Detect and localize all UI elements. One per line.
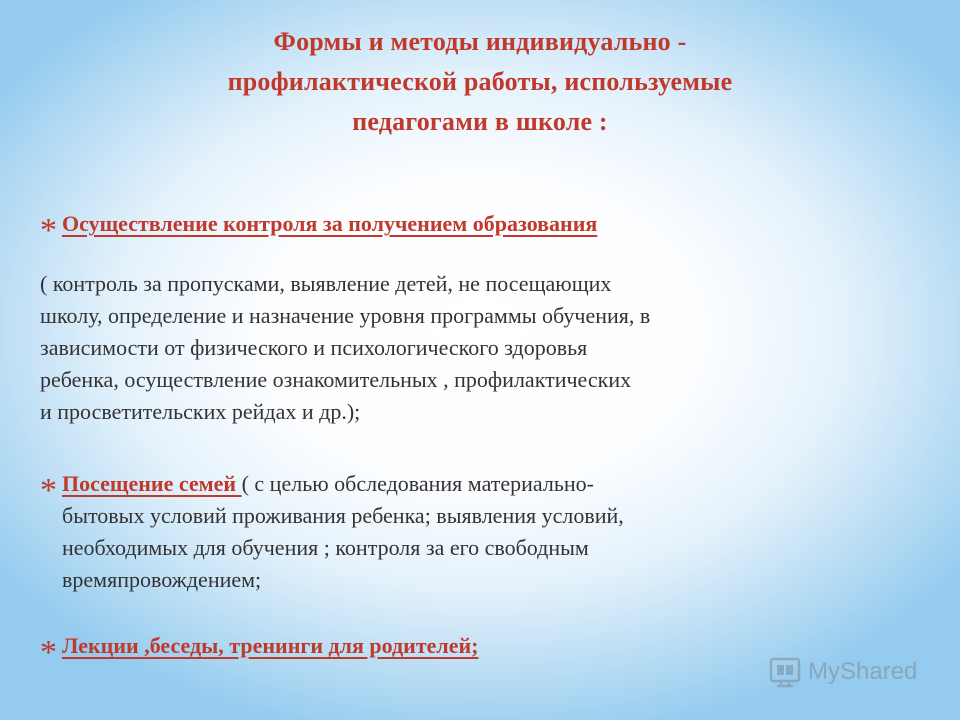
body-line: времяпровождением; — [62, 567, 262, 592]
body-line: бытовых условий проживания ребенка; выявления условий, — [62, 503, 624, 528]
bullet-2 — [40, 468, 624, 596]
bullet-2-first-line: ( с целью обследования материально- — [241, 471, 594, 496]
myshared-logo — [768, 652, 917, 692]
body-line: необходимых для обучения ; контроля за его свободным — [62, 535, 589, 560]
myshared-logo-icon — [768, 655, 802, 689]
bullet-1-heading: Осуществление контроля за получением образования — [62, 211, 598, 236]
title-line-1: Формы и методы индивидуально - — [273, 27, 687, 56]
bullet-marker: * — [40, 212, 57, 249]
bullet-3-heading: Лекции ,беседы, тренинги для родителей; — [62, 633, 479, 658]
bullet-1-body — [40, 268, 650, 428]
bullet-2-heading: Посещение семей — [62, 471, 242, 496]
logo-text: MyShared — [808, 658, 918, 685]
body-line: школу, определение и назначение уровня программы обучения, в — [40, 303, 651, 328]
bullet-1 — [40, 208, 598, 249]
body-line: ( контроль за пропусками, выявление детей, не посещающих — [40, 271, 612, 296]
body-line: зависимости от физического и психологического здоровья — [40, 335, 588, 360]
bullet-3 — [40, 630, 479, 671]
bullet-marker: * — [40, 634, 57, 671]
bullet-marker: * — [40, 472, 57, 509]
title-line-3: педагогами в школе : — [352, 107, 608, 136]
body-line: ребенка, осуществление ознакомительных , профилактических — [40, 367, 632, 392]
title-line-2: профилактической работы, используемые — [227, 67, 733, 96]
body-line: и просветительских рейдах и др.); — [40, 399, 361, 424]
slide-title — [60, 22, 900, 142]
